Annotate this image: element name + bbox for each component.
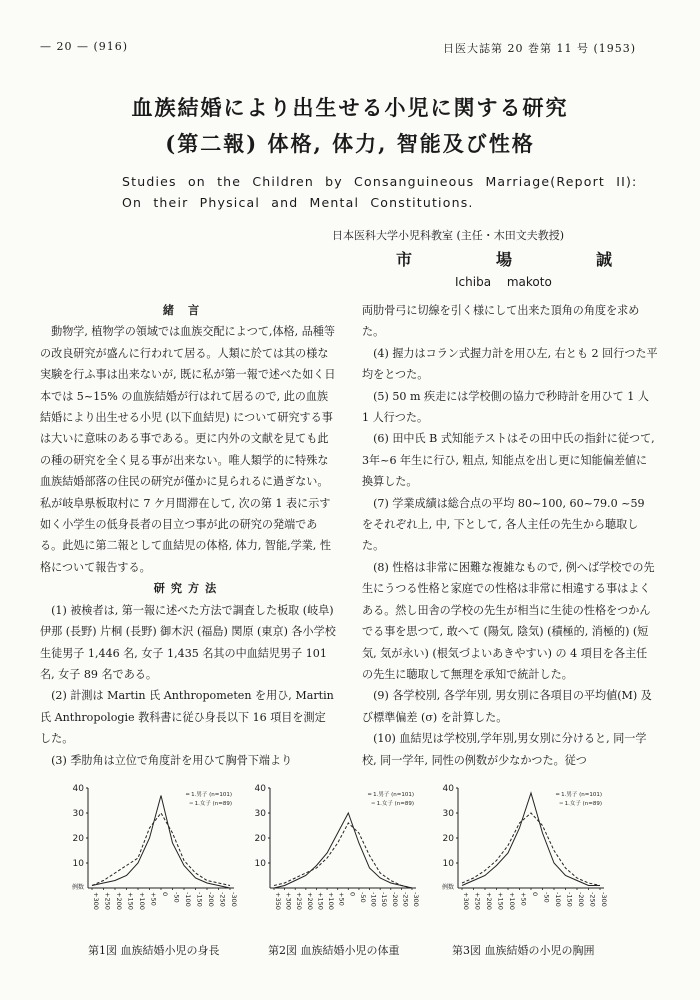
y-tick-label: 例数 (71, 884, 84, 891)
x-tick-label: +200 (485, 892, 493, 910)
y-tick-label: 40 (442, 784, 454, 794)
legend-entry: ┅ 1.女子 (n=89) (189, 801, 232, 807)
series-line-girls (274, 823, 412, 888)
y-tick-label: 10 (442, 859, 454, 869)
author-char: 誠 (595, 250, 612, 269)
author-roman: Ichiba makoto (455, 275, 552, 289)
continuation-text: 両肋骨弓に切線を引く様にして出来た頂角の角度を求めた。 (362, 304, 640, 339)
y-tick-label: 40 (72, 784, 84, 794)
legend-entry: ┅ 1.女子 (n=89) (371, 801, 414, 807)
method-item: (6) 田中氏 B 式知能テストはその田中氏の指針に従つて, 3年~6 年生に行ひ, 粗点, 知能点を出し更に知能偏差値に換算した。 (362, 432, 655, 489)
figure-1-height-chart (62, 782, 240, 927)
title-line-2: (第二報) 体格, 体力, 智能及び性格 (165, 131, 535, 156)
intro-heading: 緒言 (162, 304, 214, 317)
x-tick-label: -250 (218, 892, 227, 907)
legend-entry: ━ 1.男子 (n=101) (368, 792, 414, 798)
y-tick-label: 20 (442, 834, 454, 844)
x-tick-label: +250 (473, 892, 482, 910)
y-tick-label: 30 (72, 809, 84, 819)
journal-info: 日医大誌第 20 巻第 11 号 (1953) (443, 42, 637, 55)
y-tick-label: 10 (72, 859, 84, 869)
series-line-boys (274, 813, 412, 888)
series-line-girls (92, 813, 230, 886)
x-tick-label: -300 (600, 892, 608, 907)
intro-paragraph: 動物学, 植物学の領域では血族交配によつて,体格, 品種等の改良研究が盛んに行われて居る。人類に於ては其の様な実験を行ふ事は出来ないが, 既に私が第一報で述べた如く日本では 5~15% の血族結婚が行はれて居るので, 此の血族結婚により出生せる小児 (以下血結児) について研究する事は大いに意味のある事である。更に内外の文献を見ても此の種の研究を全く見る事が出来ない。唯人類学的に特殊な血族結婚部落の住民の研究が僅かに見られるに過ぎない。私が岐阜県板取村に 7 ケ月間滞在して, 次の第 1 表に示す如く小学生の低身長者の目立つ事が此の研究の発端である。此処に第二報として血結児の体格, 体力, 智能,学業, 性格について報告する。 (40, 325, 336, 574)
x-tick-label: -150 (565, 892, 574, 907)
y-tick-label: 40 (254, 784, 266, 794)
x-tick-label: -100 (554, 892, 562, 907)
x-tick-label: -100 (184, 892, 192, 907)
x-tick-label: +300 (92, 892, 100, 910)
method-item: (10) 血結児は学校別,学年別,男女別に分けると, 同一学校, 同一学年, 同性の例数が少なかつた。従つ (362, 732, 647, 767)
method-item: (9) 各学校別, 各学年別, 男女別に各項目の平均値(M) 及び標準偏差 (σ) を計算した。 (362, 689, 652, 724)
x-tick-label: +250 (295, 892, 304, 910)
x-tick-label: -50 (172, 892, 181, 903)
method-item: (2) 計測は Martin 氏 Anthropometen を用ひ, Martin 氏 Anthropologie 教科書に従ひ身長以下 16 項目を測定した。 (40, 689, 334, 746)
series-line-girls (462, 813, 600, 886)
left-column (40, 300, 336, 771)
y-tick-label: 10 (254, 859, 266, 869)
affiliation: 日本医科大学小児科教室 (主任・木田文夫教授) (332, 229, 565, 242)
x-tick-label: +150 (316, 892, 325, 910)
x-tick-label: +200 (115, 892, 123, 910)
x-tick-label: -250 (588, 892, 597, 907)
x-tick-label: +50 (519, 892, 528, 906)
x-tick-label: +300 (462, 892, 470, 910)
method-item: (3) 季肋角は立位で角度計を用ひて胸骨下端より (51, 753, 293, 767)
x-tick-label: +200 (305, 892, 314, 910)
figure-3-chest-chart (432, 782, 610, 927)
figure-1-caption: 第1図 血族結婚小児の身長 (88, 944, 220, 957)
method-item: (7) 学業成績は総合点の平均 80~100, 60~79.0 ~59 をそれぞれ上, 中, 下として, 各人主任の先生から聴取した。 (362, 496, 645, 553)
x-tick-label: +150 (126, 892, 135, 910)
x-tick-label: -200 (577, 892, 585, 907)
author-name (396, 247, 612, 270)
x-tick-label: -150 (195, 892, 204, 907)
x-tick-label: +350 (274, 892, 282, 910)
x-tick-label: +150 (496, 892, 505, 910)
x-tick-label: +300 (284, 892, 293, 910)
figure-3-caption: 第3図 血族結婚の小児の胸囲 (452, 944, 595, 957)
y-tick-label: 30 (254, 809, 266, 819)
series-line-boys (92, 796, 230, 889)
x-tick-label: +100 (327, 892, 336, 910)
method-item: (1) 被検者は, 第一報に述べた方法で調査した板取 (岐阜) 伊那 (長野) 片桐 (長野) 御木沢 (福島) 関原 (東京) 各小学校生徒男子 1,446 名, 女子 1,435 名其の中血結児男子 101 名, 女子 89 名である。 (40, 603, 336, 681)
figure-2-caption: 第2図 血族結婚小児の体重 (268, 944, 400, 957)
legend-entry: ━ 1.男子 (n=101) (556, 792, 602, 798)
legend-entry: ━ 1.男子 (n=101) (186, 792, 232, 798)
author-char: 市 (396, 250, 413, 269)
legend-entry: ┅ 1.女子 (n=89) (559, 801, 602, 807)
x-tick-label: 0 (531, 892, 539, 897)
method-item: (8) 性格は非常に困難な複雑なもので, 例へば学校での先生にうつる性格と家庭での性格は非常に相違する事はよくある。然し田舎の学校の先生が相当に生徒の性格をつかんでる事を思つて, 敢へて (陽気, 陰気) (積極的, 消極的) (短気, 気が永い) (根気づよいあきやすい) の 4 項目を各主任の先生に聴取して無理を承知で統計した。 (362, 560, 655, 681)
author-char: 場 (495, 250, 512, 269)
y-tick-label: 20 (254, 834, 266, 844)
y-tick-label: 30 (442, 809, 454, 819)
x-tick-label: -200 (390, 892, 399, 907)
x-tick-label: -50 (542, 892, 551, 903)
x-tick-label: +100 (138, 892, 146, 910)
title-line-1: 血族結婚により出生せる小児に関する研究 (131, 95, 569, 120)
x-tick-label: +250 (103, 892, 112, 910)
x-tick-label: -200 (207, 892, 215, 907)
x-tick-label: -150 (380, 892, 389, 907)
x-tick-label: +50 (337, 892, 346, 906)
y-tick-label: 例数 (441, 884, 454, 891)
method-item: (5) 50 m 疾走には学校側の協力で秒時計を用ひて 1 人 1 人行つた。 (362, 389, 649, 425)
x-tick-label: -300 (230, 892, 238, 907)
x-tick-label: -50 (358, 892, 367, 903)
english-title-line-1: Studies on the Children by Consanguineous Marriage(Report II): (122, 174, 638, 189)
page-number: — 20 — (916) (40, 40, 129, 53)
figure-2-weight-chart (244, 782, 422, 927)
x-tick-label: +50 (149, 892, 158, 906)
x-tick-label: -100 (369, 892, 378, 907)
x-tick-label: -250 (401, 892, 410, 907)
x-tick-label: +100 (508, 892, 516, 910)
method-item: (4) 握力はコラン式握力計を用ひ左, 右とも 2 回行つた平均をとつた。 (362, 346, 658, 382)
x-tick-label: 0 (348, 892, 357, 897)
right-column (362, 300, 658, 771)
x-tick-label: -300 (412, 892, 420, 907)
y-tick-label: 20 (72, 834, 84, 844)
x-tick-label: 0 (161, 892, 169, 897)
methods-heading: 研究方法 (153, 582, 223, 596)
english-title-line-2: On their Physical and Mental Constitutions. (122, 195, 474, 210)
